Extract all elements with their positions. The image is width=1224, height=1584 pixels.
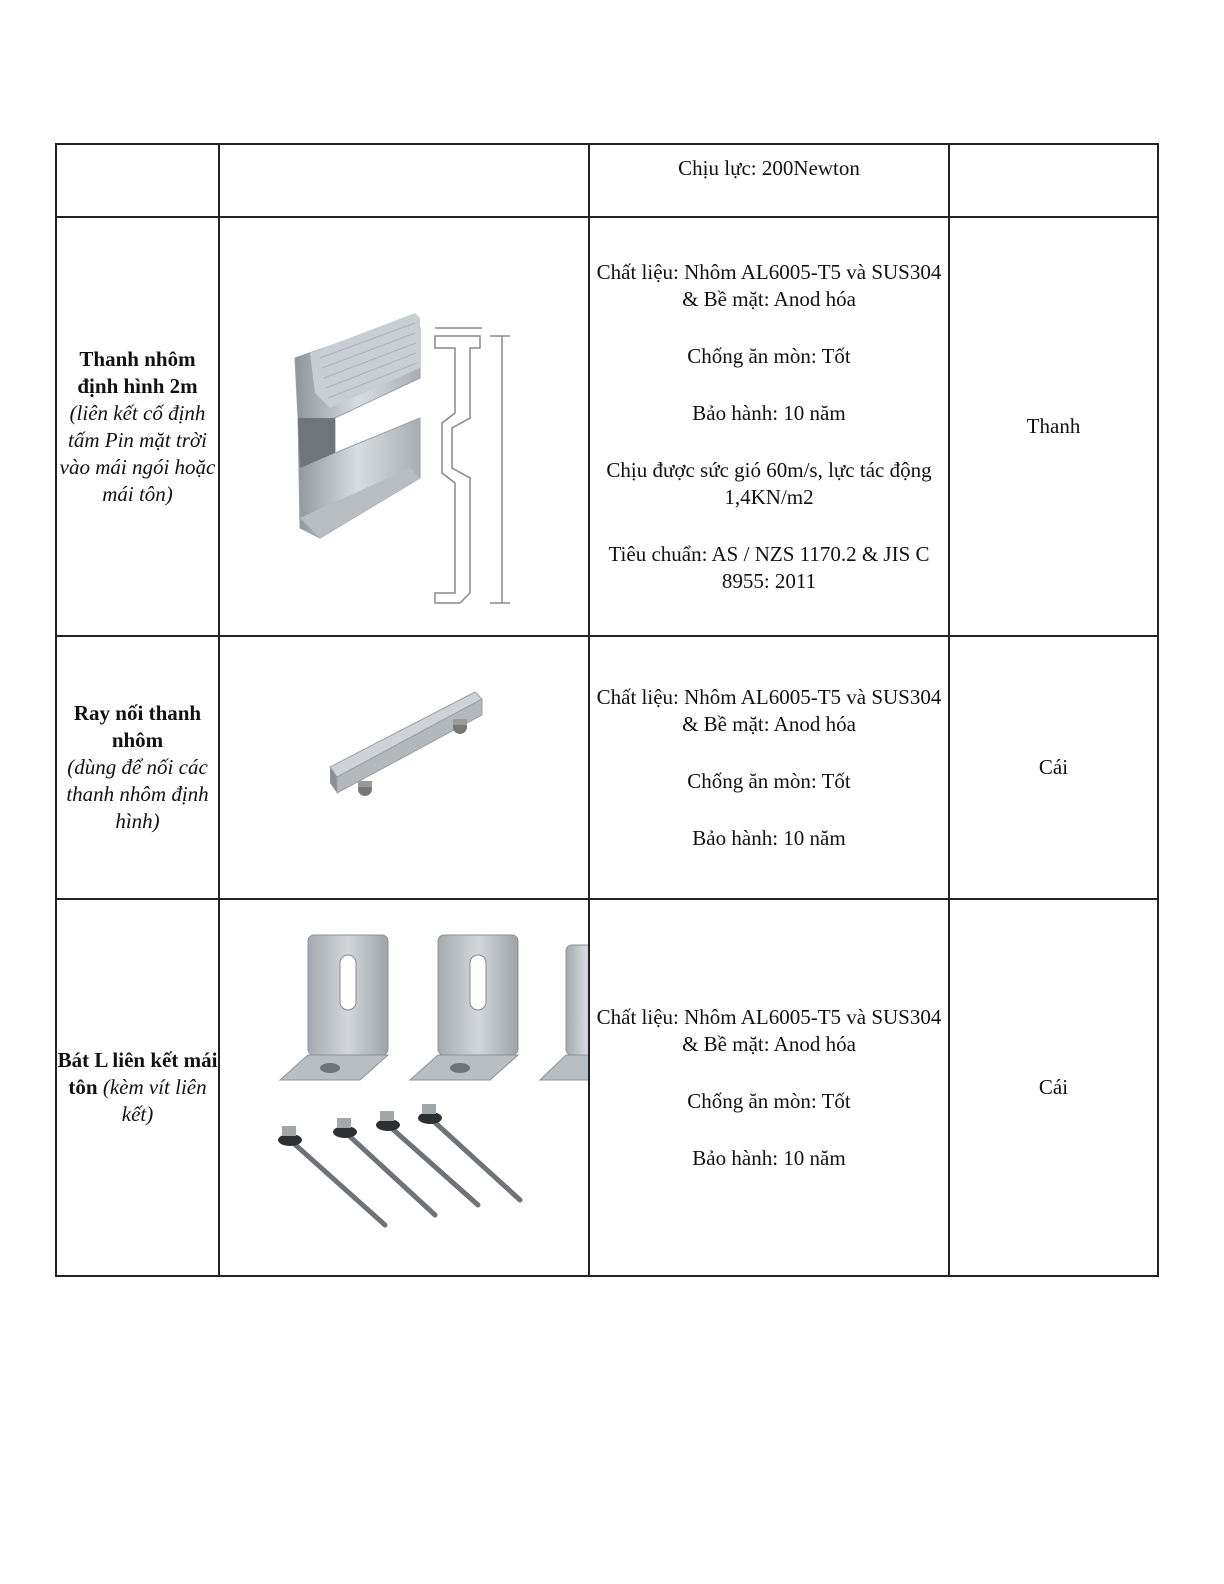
spec-line: Chống ăn mòn: Tốt: [687, 343, 851, 368]
spec-cell: [589, 217, 949, 636]
l-bracket-and-screws-icon: [220, 900, 589, 1270]
spec-line: Chất liệu: Nhôm AL6005-T5 và SUS304 & Bề mặt: Anod hóa: [596, 259, 942, 311]
rail-splice-connector-icon: [220, 637, 589, 893]
table-row: [56, 899, 1158, 1276]
product-image-cell: [219, 217, 589, 636]
spec-line: Bảo hành: 10 năm: [692, 1145, 846, 1170]
spec-cell: [589, 144, 949, 217]
product-name: Ray nối thanh nhôm: [73, 701, 202, 752]
product-spec-table: [55, 143, 1159, 1277]
product-name: Bát L liên kết mái tôn: [57, 1048, 218, 1099]
product-description: (liên kết cố định tấm Pin mặt trời vào mái ngói hoặc mái tôn): [59, 400, 216, 506]
table-row: [56, 144, 1158, 217]
product-description: (kèm vít liên kết): [102, 1075, 207, 1126]
spec-line: Chất liệu: Nhôm AL6005-T5 và SUS304 & Bề mặt: Anod hóa: [596, 1004, 942, 1056]
spec-line: Chống ăn mòn: Tốt: [687, 768, 851, 793]
product-name: Thanh nhôm định hình 2m: [77, 346, 198, 398]
unit-cell: Cái: [949, 636, 1158, 899]
product-image-cell: [219, 899, 589, 1276]
product-name-cell: [56, 899, 219, 1276]
unit-cell: Cái: [949, 899, 1158, 1276]
spec-line: Chống ăn mòn: Tốt: [687, 1088, 851, 1113]
product-name-cell: [56, 636, 219, 899]
product-description: (dùng để nối các thanh nhôm định hình): [66, 755, 209, 833]
spec-line: Bảo hành: 10 năm: [692, 400, 846, 425]
spec-line: Chịu được sức gió 60m/s, lực tác động 1,4KN/m2: [606, 457, 932, 509]
spec-line: Bảo hành: 10 năm: [692, 825, 846, 850]
table-row: [56, 217, 1158, 636]
product-image-cell: [219, 144, 589, 217]
spec-line: Tiêu chuẩn: AS / NZS 1170.2 & JIS C 8955: 2011: [608, 541, 930, 593]
product-name-cell: [56, 144, 219, 217]
aluminum-rail-profile-icon: [220, 218, 589, 630]
unit-cell: [949, 144, 1158, 217]
spec-cell: [589, 899, 949, 1276]
spec-line: Chất liệu: Nhôm AL6005-T5 và SUS304 & Bề mặt: Anod hóa: [596, 684, 942, 736]
product-name-cell: [56, 217, 219, 636]
table-row: [56, 636, 1158, 899]
unit-cell: Thanh: [949, 217, 1158, 636]
spec-line: Chịu lực: 200Newton: [678, 156, 860, 180]
product-image-cell: [219, 636, 589, 899]
spec-cell: [589, 636, 949, 899]
